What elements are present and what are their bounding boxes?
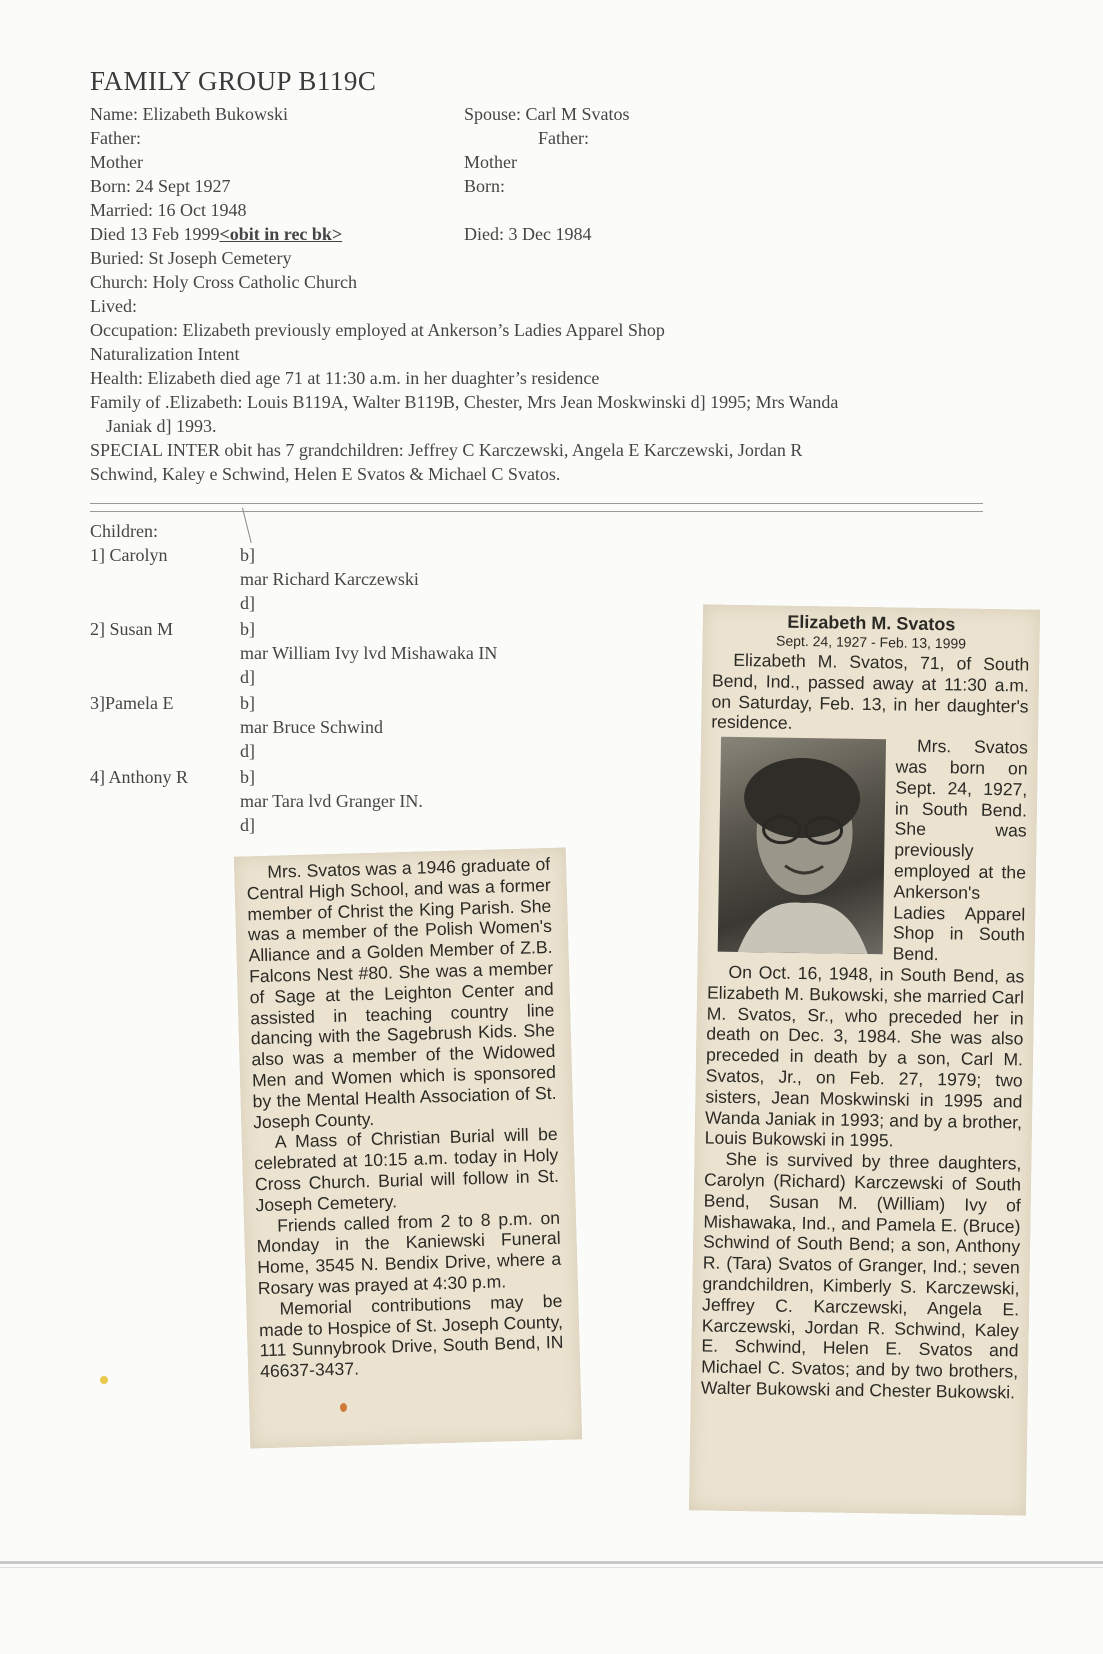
obit-paragraph: Friends called from 2 to 8 p.m. on Monday in the Kaniewski Funeral Home, 3545 N. Bendix Drive, where a Rosary was prayed at 4:30 p.m. (256, 1207, 562, 1299)
child-name: 3]Pamela E (90, 693, 174, 713)
portrait-image (718, 737, 886, 955)
spouse-died-field: Died: 3 Dec 1984 (464, 224, 592, 244)
died-value: Died 13 Feb 1999 (90, 224, 220, 244)
married-field: Married: 16 Oct 1948 (90, 200, 247, 220)
church-field: Church: Holy Cross Catholic Church (90, 272, 357, 292)
portrait-photo (718, 737, 886, 955)
naturalization-field: Naturalization Intent (90, 344, 240, 364)
child-died: d] (240, 741, 255, 761)
child-married: mar Bruce Schwind (240, 717, 383, 737)
obit-paragraph: On Oct. 16, 1948, in South Bend, as Elizabeth M. Bukowski, she married Carl M. Svatos, Sr., who preceded her in death on Dec. 3, 1984. She was also preceded in death by a son, Carl M. Svatos, Jr., on Feb. 27, 1979; two sisters, Jean Moskwinski in 1995 and Wanda Janiak in 1993; and by a brother, Louis Bukowski in 1995. (704, 961, 1025, 1151)
obit-paragraph: Mrs. Svatos was born on Sept. 24, 1927, in South Bend. She was previously employed at the Ankerson's Ladies Apparel Shop in South Bend. (892, 735, 1029, 965)
stain-mark (100, 1376, 108, 1384)
special-interest-line1: SPECIAL INTER obit has 7 grandchildren: Jeffrey C Karczewski, Angela E Karczewski, Jordan R (90, 440, 803, 460)
born-field: Born: 24 Sept 1927 (90, 176, 231, 196)
mother-field: Mother (90, 152, 143, 172)
scan-edge-line (0, 1561, 1103, 1564)
child-died: d] (240, 593, 255, 613)
spouse-born-field: Born: (464, 176, 506, 196)
special-interest-line2: Schwind, Kaley e Schwind, Helen E Svatos & Michael C Svatos. (90, 464, 561, 484)
double-separator (90, 503, 983, 512)
child-married: mar William Ivy lvd Mishawaka IN (240, 643, 498, 663)
child-name: 4] Anthony R (90, 767, 189, 787)
obit-dates: Sept. 24, 1927 - Feb. 13, 1999 (775, 632, 967, 652)
lived-field: Lived: (90, 296, 137, 316)
spouse-field: Spouse: Carl M Svatos (464, 104, 630, 124)
buried-field: Buried: St Joseph Cemetery (90, 248, 292, 268)
died-field (90, 222, 342, 246)
health-field: Health: Elizabeth died age 71 at 11:30 a.m. in her duaghter’s residence (90, 368, 600, 388)
pen-mark (242, 508, 252, 543)
obit-reference-link[interactable]: <obit in rec bk> (219, 224, 343, 244)
stain-mark (340, 1403, 347, 1412)
family-field-line1: Family of .Elizabeth: Louis B119A, Walter B119B, Chester, Mrs Jean Moskwinski d] 1995; Mrs Wanda (90, 392, 839, 412)
child-died: d] (240, 815, 255, 835)
page-title: FAMILY GROUP B119C (90, 66, 377, 96)
obit-paragraph: Mrs. Svatos was a 1946 graduate of Central High School, and was a former member of Christ the King Parish. She was a member of the Polish Women's Alliance and a Golden Member of Z.B. Falcons Nest #80. She was a member of Sage at the Leighton Center and assisted in teaching country line dancing with the Sagebrush Kids. She also was a member of the Widowed Men and Women which is sponsored by the Mental Health Association of St. Joseph County. (246, 853, 557, 1132)
occupation-field: Occupation: Elizabeth previously employed at Ankerson’s Ladies Apparel Shop (90, 320, 665, 340)
child-born: b] (240, 693, 255, 713)
children-label: Children: (90, 521, 158, 541)
obit-paragraph: Memorial contributions may be made to Hospice of St. Joseph County, 111 Sunnybrook Drive, South Bend, IN 46637-3437. (258, 1290, 564, 1382)
father-field: Father: (90, 128, 141, 148)
child-name: 1] Carolyn (90, 545, 168, 565)
obit-paragraph: A Mass of Christian Burial will be celebrated at 10:15 a.m. today in Holy Cross Church. Burial will follow in St. Joseph Cemetery. (254, 1124, 560, 1216)
child-married: mar Richard Karczewski (240, 569, 419, 589)
name-field: Name: Elizabeth Bukowski (90, 104, 288, 124)
spouse-father-field: Father: (538, 128, 589, 148)
child-born: b] (240, 767, 255, 787)
obit-paragraph: Elizabeth M. Svatos, 71, of South Bend, Ind., passed away at 11:30 a.m. on Saturday, Feb. 13, in her daughter's residence. (711, 649, 1030, 734)
child-married: mar Tara lvd Granger IN. (240, 791, 423, 811)
family-field-line2: Janiak d] 1993. (106, 416, 217, 436)
obit-paragraph: She is survived by three daughters, Carolyn (Richard) Karczewski of South Bend, Susan M. (William) Ivy of Mishawaka, Ind., and Pamela E. (Bruce) Schwind of South Bend; a son, Anthony R. (Tara) Svatos of Granger, Ind.; seven grandchildren, Kimberly S. Karczewski, Jeffrey C. Karczewski, Angela E. Karczewski, Jordan R. Schwind, Kaley E. Schwind, Helen E. Svatos and Michael C. Svatos; and by two brothers, Walter Bukowski and Chester Bukowski. (700, 1148, 1022, 1403)
child-name: 2] Susan M (90, 619, 174, 639)
spouse-mother-field: Mother (464, 152, 517, 172)
obituary-clipping-continuation (234, 847, 582, 1448)
child-died: d] (240, 667, 255, 687)
obituary-clipping (689, 604, 1040, 1515)
child-born: b] (240, 545, 255, 565)
child-born: b] (240, 619, 255, 639)
scan-edge-line (0, 1567, 1103, 1568)
obit-heading: Elizabeth M. Svatos (787, 611, 956, 635)
